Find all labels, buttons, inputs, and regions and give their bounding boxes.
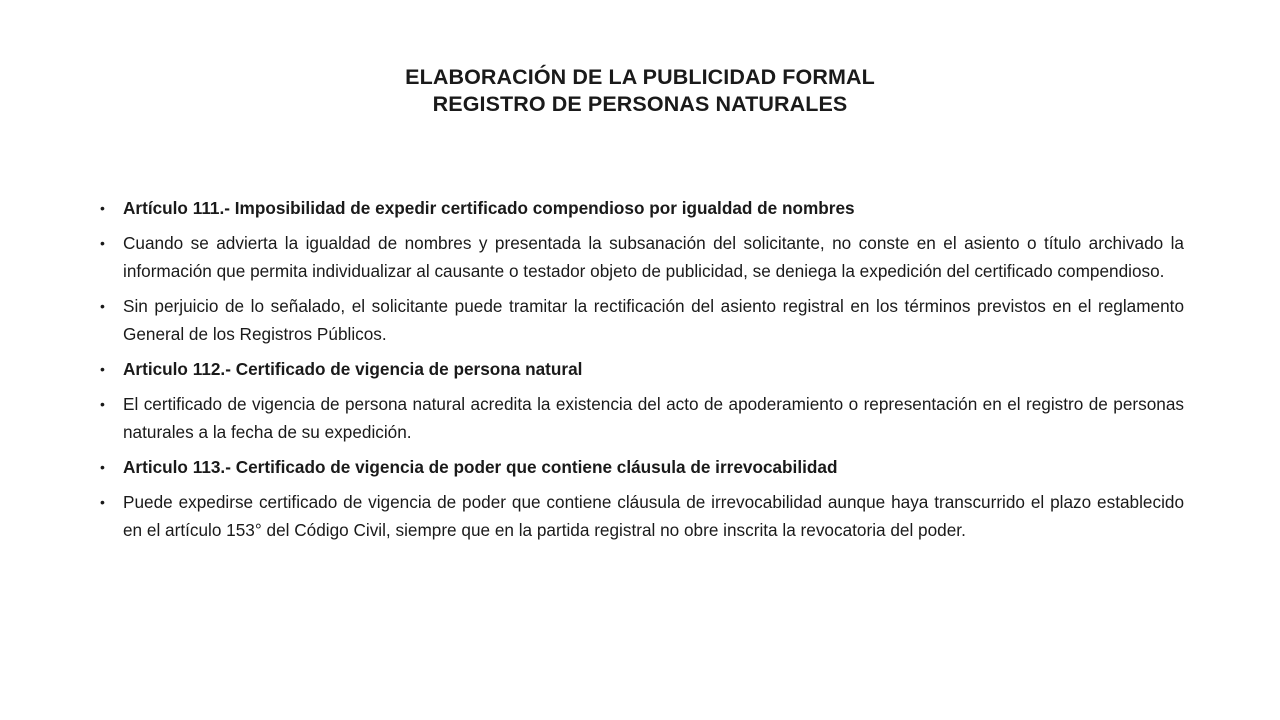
article-112-heading bbox=[100, 355, 1184, 383]
article-111-paragraph-2 bbox=[100, 292, 1184, 348]
article-112-paragraph bbox=[100, 390, 1184, 446]
bullet-list bbox=[100, 194, 1184, 551]
title-line-2: REGISTRO DE PERSONAS NATURALES bbox=[432, 92, 848, 116]
bullet-icon: • bbox=[100, 494, 105, 510]
bullet-text: El certificado de vigencia de persona natural acredita la existencia del acto de apoderamiento o representación en el registro de personas naturales a la fecha de su expedición. bbox=[123, 394, 1184, 442]
bullet-icon: • bbox=[100, 298, 105, 314]
bullet-icon: • bbox=[100, 459, 105, 475]
article-111-heading bbox=[100, 194, 1184, 222]
title-line-1: ELABORACIÓN DE LA PUBLICIDAD FORMAL bbox=[405, 65, 875, 89]
bullet-text: Articulo 113.- Certificado de vigencia de poder que contiene cláusula de irrevocabilidad bbox=[123, 457, 838, 477]
bullet-text: Articulo 112.- Certificado de vigencia de persona natural bbox=[123, 359, 583, 379]
bullet-icon: • bbox=[100, 396, 105, 412]
article-113-paragraph bbox=[100, 488, 1184, 544]
article-113-heading bbox=[100, 453, 1184, 481]
bullet-text: Artículo 111.- Imposibilidad de expedir certificado compendioso por igualdad de nombres bbox=[123, 198, 855, 218]
bullet-text: Sin perjuicio de lo señalado, el solicitante puede tramitar la rectificación del asiento registral en los términos previstos en el reglamento General de los Registros Públicos. bbox=[123, 296, 1184, 344]
bullet-text: Puede expedirse certificado de vigencia de poder que contiene cláusula de irrevocabilidad aunque haya transcurrido el plazo establecido en el artículo 153° del Código Civil, siempre que en la partida registral no obre inscrita la revocatoria del poder. bbox=[123, 492, 1184, 540]
slide-title bbox=[0, 64, 1280, 118]
bullet-icon: • bbox=[100, 200, 105, 216]
bullet-text: Cuando se advierta la igualdad de nombres y presentada la subsanación del solicitante, no conste en el asiento o título archivado la información que permita individualizar al causante o testador objeto de publicidad, se deniega la expedición del certificado compendioso. bbox=[123, 233, 1184, 281]
article-111-paragraph-1 bbox=[100, 229, 1184, 285]
bullet-icon: • bbox=[100, 235, 105, 251]
bullet-icon: • bbox=[100, 361, 105, 377]
